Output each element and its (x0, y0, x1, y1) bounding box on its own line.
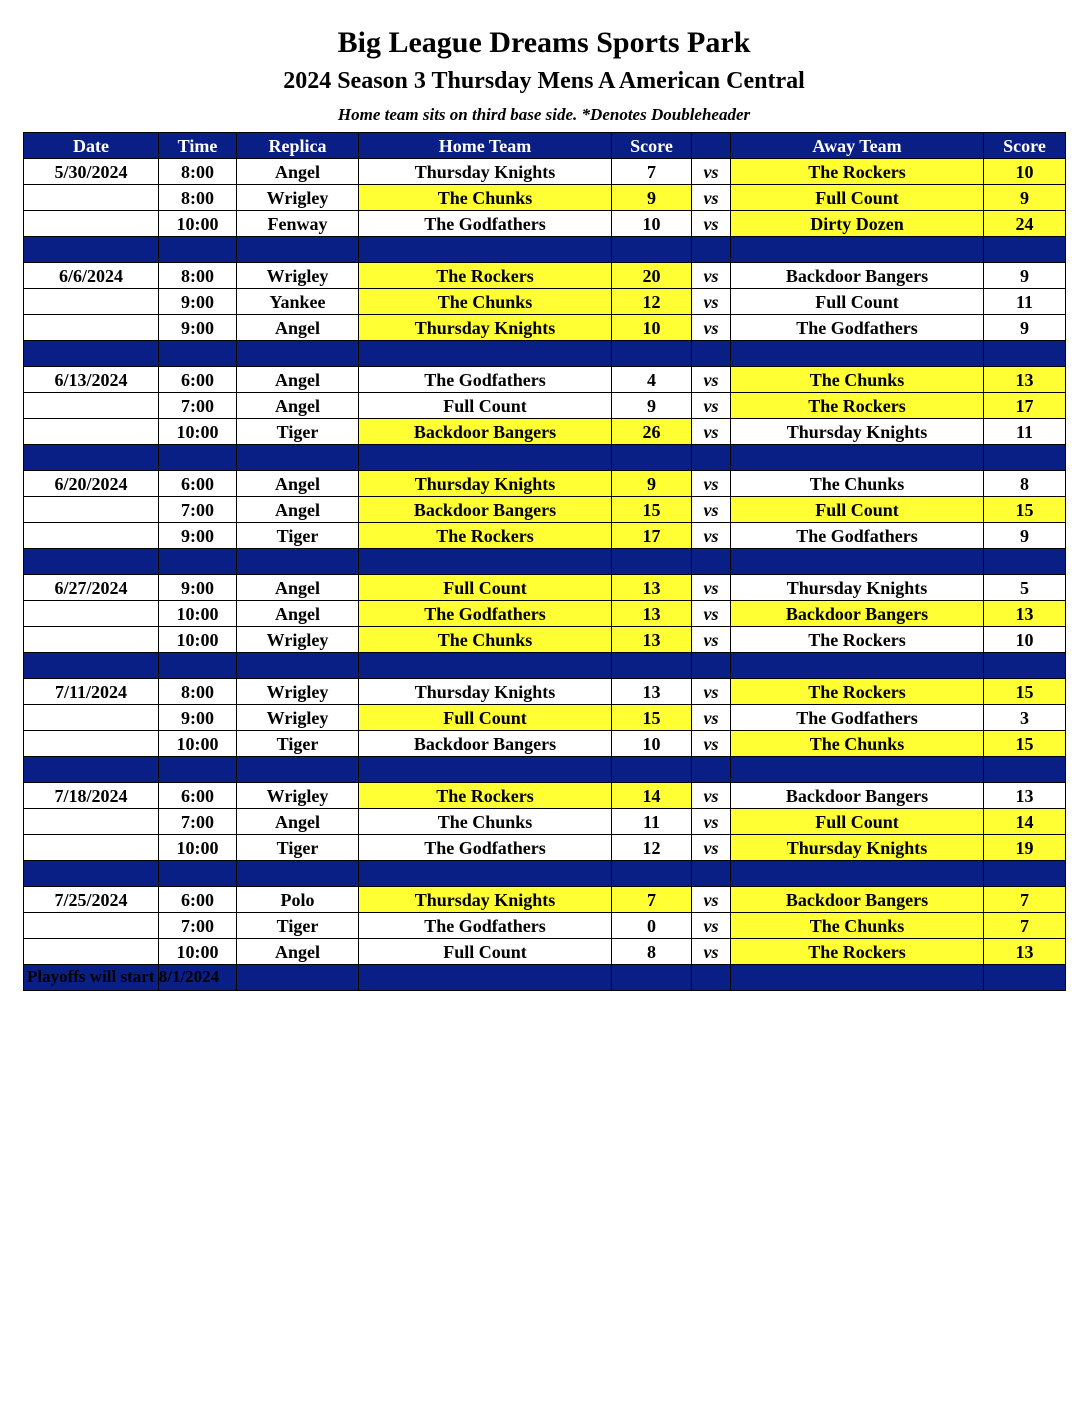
col-header-away-team: Away Team (731, 133, 984, 159)
game-row (24, 393, 1066, 419)
game-date-empty (24, 601, 159, 627)
vs-label: vs (692, 887, 731, 913)
vs-label: vs (692, 497, 731, 523)
vs-label: vs (692, 393, 731, 419)
home-team: Full Count (359, 939, 612, 965)
game-time: 7:00 (159, 497, 237, 523)
game-time: 8:00 (159, 263, 237, 289)
game-time: 6:00 (159, 783, 237, 809)
game-date-empty (24, 939, 159, 965)
home-team: Thursday Knights (359, 159, 612, 185)
game-date-empty (24, 419, 159, 445)
away-team: Full Count (731, 185, 984, 211)
home-score: 4 (612, 367, 692, 393)
week-separator-row (24, 237, 1066, 263)
away-team: The Chunks (731, 913, 984, 939)
game-time: 9:00 (159, 575, 237, 601)
away-score: 13 (984, 939, 1066, 965)
away-team: Full Count (731, 497, 984, 523)
game-replica: Tiger (237, 835, 359, 861)
game-replica: Angel (237, 939, 359, 965)
away-team: Dirty Dozen (731, 211, 984, 237)
away-team: The Rockers (731, 939, 984, 965)
home-team: The Godfathers (359, 601, 612, 627)
week-separator-row (24, 861, 1066, 887)
playoffs-note: Playoffs will start 8/1/2024 (27, 967, 220, 986)
game-replica: Tiger (237, 523, 359, 549)
header-row (24, 133, 1066, 159)
vs-label: vs (692, 809, 731, 835)
game-row (24, 315, 1066, 341)
vs-label: vs (692, 575, 731, 601)
vs-label: vs (692, 185, 731, 211)
game-date: 6/13/2024 (24, 367, 159, 393)
away-team: Full Count (731, 289, 984, 315)
col-header-home-team: Home Team (359, 133, 612, 159)
game-replica: Tiger (237, 419, 359, 445)
game-row (24, 497, 1066, 523)
home-score: 9 (612, 393, 692, 419)
home-team: Backdoor Bangers (359, 731, 612, 757)
home-score: 20 (612, 263, 692, 289)
game-replica: Polo (237, 887, 359, 913)
game-replica: Angel (237, 159, 359, 185)
game-row (24, 601, 1066, 627)
week-separator-row (24, 757, 1066, 783)
home-score: 10 (612, 315, 692, 341)
home-team: The Chunks (359, 289, 612, 315)
home-score: 8 (612, 939, 692, 965)
game-replica: Tiger (237, 913, 359, 939)
game-time: 10:00 (159, 627, 237, 653)
vs-label: vs (692, 679, 731, 705)
away-team: Backdoor Bangers (731, 601, 984, 627)
away-score: 17 (984, 393, 1066, 419)
away-team: The Rockers (731, 159, 984, 185)
game-date: 6/20/2024 (24, 471, 159, 497)
col-header-home-score: Score (612, 133, 692, 159)
col-header-time: Time (159, 133, 237, 159)
away-score: 9 (984, 315, 1066, 341)
away-score: 11 (984, 289, 1066, 315)
vs-label: vs (692, 627, 731, 653)
home-score: 9 (612, 185, 692, 211)
game-row (24, 289, 1066, 315)
game-replica: Wrigley (237, 679, 359, 705)
game-date-empty (24, 289, 159, 315)
away-team: Backdoor Bangers (731, 783, 984, 809)
game-row (24, 705, 1066, 731)
game-replica: Wrigley (237, 185, 359, 211)
away-team: The Godfathers (731, 315, 984, 341)
game-date-empty (24, 497, 159, 523)
game-date-empty (24, 393, 159, 419)
away-score: 15 (984, 731, 1066, 757)
away-score: 5 (984, 575, 1066, 601)
home-score: 7 (612, 887, 692, 913)
game-replica: Angel (237, 809, 359, 835)
game-date: 5/30/2024 (24, 159, 159, 185)
away-score: 11 (984, 419, 1066, 445)
home-score: 14 (612, 783, 692, 809)
away-team: The Rockers (731, 393, 984, 419)
home-score: 13 (612, 679, 692, 705)
game-time: 10:00 (159, 835, 237, 861)
game-row (24, 783, 1066, 809)
game-replica: Wrigley (237, 627, 359, 653)
game-time: 8:00 (159, 185, 237, 211)
home-team: The Chunks (359, 627, 612, 653)
vs-label: vs (692, 289, 731, 315)
away-score: 14 (984, 809, 1066, 835)
game-row (24, 211, 1066, 237)
week-separator-row (24, 445, 1066, 471)
vs-label: vs (692, 315, 731, 341)
home-score: 15 (612, 497, 692, 523)
game-replica: Angel (237, 575, 359, 601)
home-score: 15 (612, 705, 692, 731)
game-replica: Angel (237, 367, 359, 393)
home-team: The Godfathers (359, 211, 612, 237)
page-title: Big League Dreams Sports Park (337, 26, 751, 59)
game-row (24, 471, 1066, 497)
game-time: 10:00 (159, 211, 237, 237)
home-team: The Chunks (359, 809, 612, 835)
home-team: Full Count (359, 575, 612, 601)
away-team: The Godfathers (731, 523, 984, 549)
schedule-table (23, 132, 1066, 991)
game-time: 7:00 (159, 913, 237, 939)
game-replica: Fenway (237, 211, 359, 237)
game-replica: Wrigley (237, 263, 359, 289)
home-team: The Rockers (359, 263, 612, 289)
home-score: 10 (612, 731, 692, 757)
game-row (24, 419, 1066, 445)
home-team: The Rockers (359, 523, 612, 549)
away-team: The Rockers (731, 627, 984, 653)
game-time: 10:00 (159, 419, 237, 445)
game-date-empty (24, 627, 159, 653)
away-team: Thursday Knights (731, 835, 984, 861)
home-score: 13 (612, 601, 692, 627)
game-replica: Yankee (237, 289, 359, 315)
away-score: 7 (984, 913, 1066, 939)
home-score: 10 (612, 211, 692, 237)
away-score: 9 (984, 263, 1066, 289)
week-separator-row (24, 549, 1066, 575)
away-score: 10 (984, 627, 1066, 653)
game-row (24, 367, 1066, 393)
game-time: 7:00 (159, 809, 237, 835)
game-row (24, 835, 1066, 861)
home-score: 12 (612, 835, 692, 861)
home-score: 9 (612, 471, 692, 497)
away-score: 9 (984, 185, 1066, 211)
home-team: Full Count (359, 393, 612, 419)
away-team: The Chunks (731, 367, 984, 393)
game-time: 10:00 (159, 939, 237, 965)
vs-label: vs (692, 835, 731, 861)
game-row (24, 523, 1066, 549)
game-date-empty (24, 731, 159, 757)
game-date: 7/18/2024 (24, 783, 159, 809)
away-score: 13 (984, 783, 1066, 809)
away-score: 9 (984, 523, 1066, 549)
home-team: The Chunks (359, 185, 612, 211)
vs-label: vs (692, 939, 731, 965)
home-team: The Godfathers (359, 367, 612, 393)
game-time: 6:00 (159, 471, 237, 497)
home-team: The Godfathers (359, 913, 612, 939)
home-team: Thursday Knights (359, 887, 612, 913)
away-team: The Chunks (731, 731, 984, 757)
page-subtitle: 2024 Season 3 Thursday Mens A American Central (283, 68, 805, 94)
away-score: 7 (984, 887, 1066, 913)
home-score: 26 (612, 419, 692, 445)
vs-label: vs (692, 367, 731, 393)
game-time: 9:00 (159, 289, 237, 315)
home-team: Full Count (359, 705, 612, 731)
away-score: 19 (984, 835, 1066, 861)
col-header-replica: Replica (237, 133, 359, 159)
game-row (24, 185, 1066, 211)
home-score: 11 (612, 809, 692, 835)
game-date-empty (24, 523, 159, 549)
vs-label: vs (692, 913, 731, 939)
away-score: 13 (984, 367, 1066, 393)
game-replica: Angel (237, 393, 359, 419)
game-replica: Tiger (237, 731, 359, 757)
away-score: 8 (984, 471, 1066, 497)
game-date-empty (24, 835, 159, 861)
home-score: 0 (612, 913, 692, 939)
away-score: 10 (984, 159, 1066, 185)
game-date-empty (24, 809, 159, 835)
vs-label: vs (692, 731, 731, 757)
game-time: 8:00 (159, 159, 237, 185)
away-team: Thursday Knights (731, 575, 984, 601)
home-team: Thursday Knights (359, 679, 612, 705)
away-team: The Chunks (731, 471, 984, 497)
away-score: 3 (984, 705, 1066, 731)
home-score: 13 (612, 575, 692, 601)
game-row (24, 627, 1066, 653)
game-replica: Angel (237, 471, 359, 497)
vs-label: vs (692, 783, 731, 809)
away-score: 15 (984, 497, 1066, 523)
game-replica: Angel (237, 315, 359, 341)
game-date: 6/27/2024 (24, 575, 159, 601)
vs-label: vs (692, 159, 731, 185)
game-row (24, 575, 1066, 601)
game-time: 9:00 (159, 523, 237, 549)
game-row (24, 731, 1066, 757)
vs-label: vs (692, 211, 731, 237)
away-score: 15 (984, 679, 1066, 705)
game-date-empty (24, 211, 159, 237)
game-row (24, 913, 1066, 939)
game-row (24, 679, 1066, 705)
away-score: 24 (984, 211, 1066, 237)
game-row (24, 263, 1066, 289)
away-score: 13 (984, 601, 1066, 627)
away-team: Backdoor Bangers (731, 887, 984, 913)
home-score: 17 (612, 523, 692, 549)
game-replica: Wrigley (237, 783, 359, 809)
game-row (24, 887, 1066, 913)
game-date-empty (24, 315, 159, 341)
away-team: Full Count (731, 809, 984, 835)
away-team: Backdoor Bangers (731, 263, 984, 289)
vs-label: vs (692, 263, 731, 289)
game-time: 7:00 (159, 393, 237, 419)
vs-label: vs (692, 705, 731, 731)
home-team: Backdoor Bangers (359, 419, 612, 445)
game-time: 10:00 (159, 731, 237, 757)
home-team-note: Home team sits on third base side. *Denotes Doubleheader (337, 105, 751, 124)
col-header-date: Date (24, 133, 159, 159)
home-team: The Godfathers (359, 835, 612, 861)
vs-label: vs (692, 419, 731, 445)
game-date-empty (24, 185, 159, 211)
game-row (24, 939, 1066, 965)
game-time: 10:00 (159, 601, 237, 627)
home-score: 13 (612, 627, 692, 653)
game-date-empty (24, 705, 159, 731)
week-separator-row (24, 341, 1066, 367)
game-time: 6:00 (159, 887, 237, 913)
week-separator-row (24, 653, 1066, 679)
game-time: 6:00 (159, 367, 237, 393)
game-row (24, 159, 1066, 185)
game-replica: Angel (237, 601, 359, 627)
vs-label: vs (692, 471, 731, 497)
vs-label: vs (692, 523, 731, 549)
home-team: The Rockers (359, 783, 612, 809)
game-time: 9:00 (159, 315, 237, 341)
away-team: The Godfathers (731, 705, 984, 731)
home-team: Backdoor Bangers (359, 497, 612, 523)
schedule-body (24, 159, 1066, 991)
home-team: Thursday Knights (359, 471, 612, 497)
col-header-vs (692, 133, 731, 159)
col-header-away-score: Score (984, 133, 1066, 159)
away-team: The Rockers (731, 679, 984, 705)
home-score: 7 (612, 159, 692, 185)
vs-label: vs (692, 601, 731, 627)
home-score: 12 (612, 289, 692, 315)
game-date: 7/11/2024 (24, 679, 159, 705)
game-date: 6/6/2024 (24, 263, 159, 289)
game-time: 8:00 (159, 679, 237, 705)
away-team: Thursday Knights (731, 419, 984, 445)
game-date-empty (24, 913, 159, 939)
game-date: 7/25/2024 (24, 887, 159, 913)
game-replica: Wrigley (237, 705, 359, 731)
home-team: Thursday Knights (359, 315, 612, 341)
game-replica: Angel (237, 497, 359, 523)
game-time: 9:00 (159, 705, 237, 731)
game-row (24, 809, 1066, 835)
